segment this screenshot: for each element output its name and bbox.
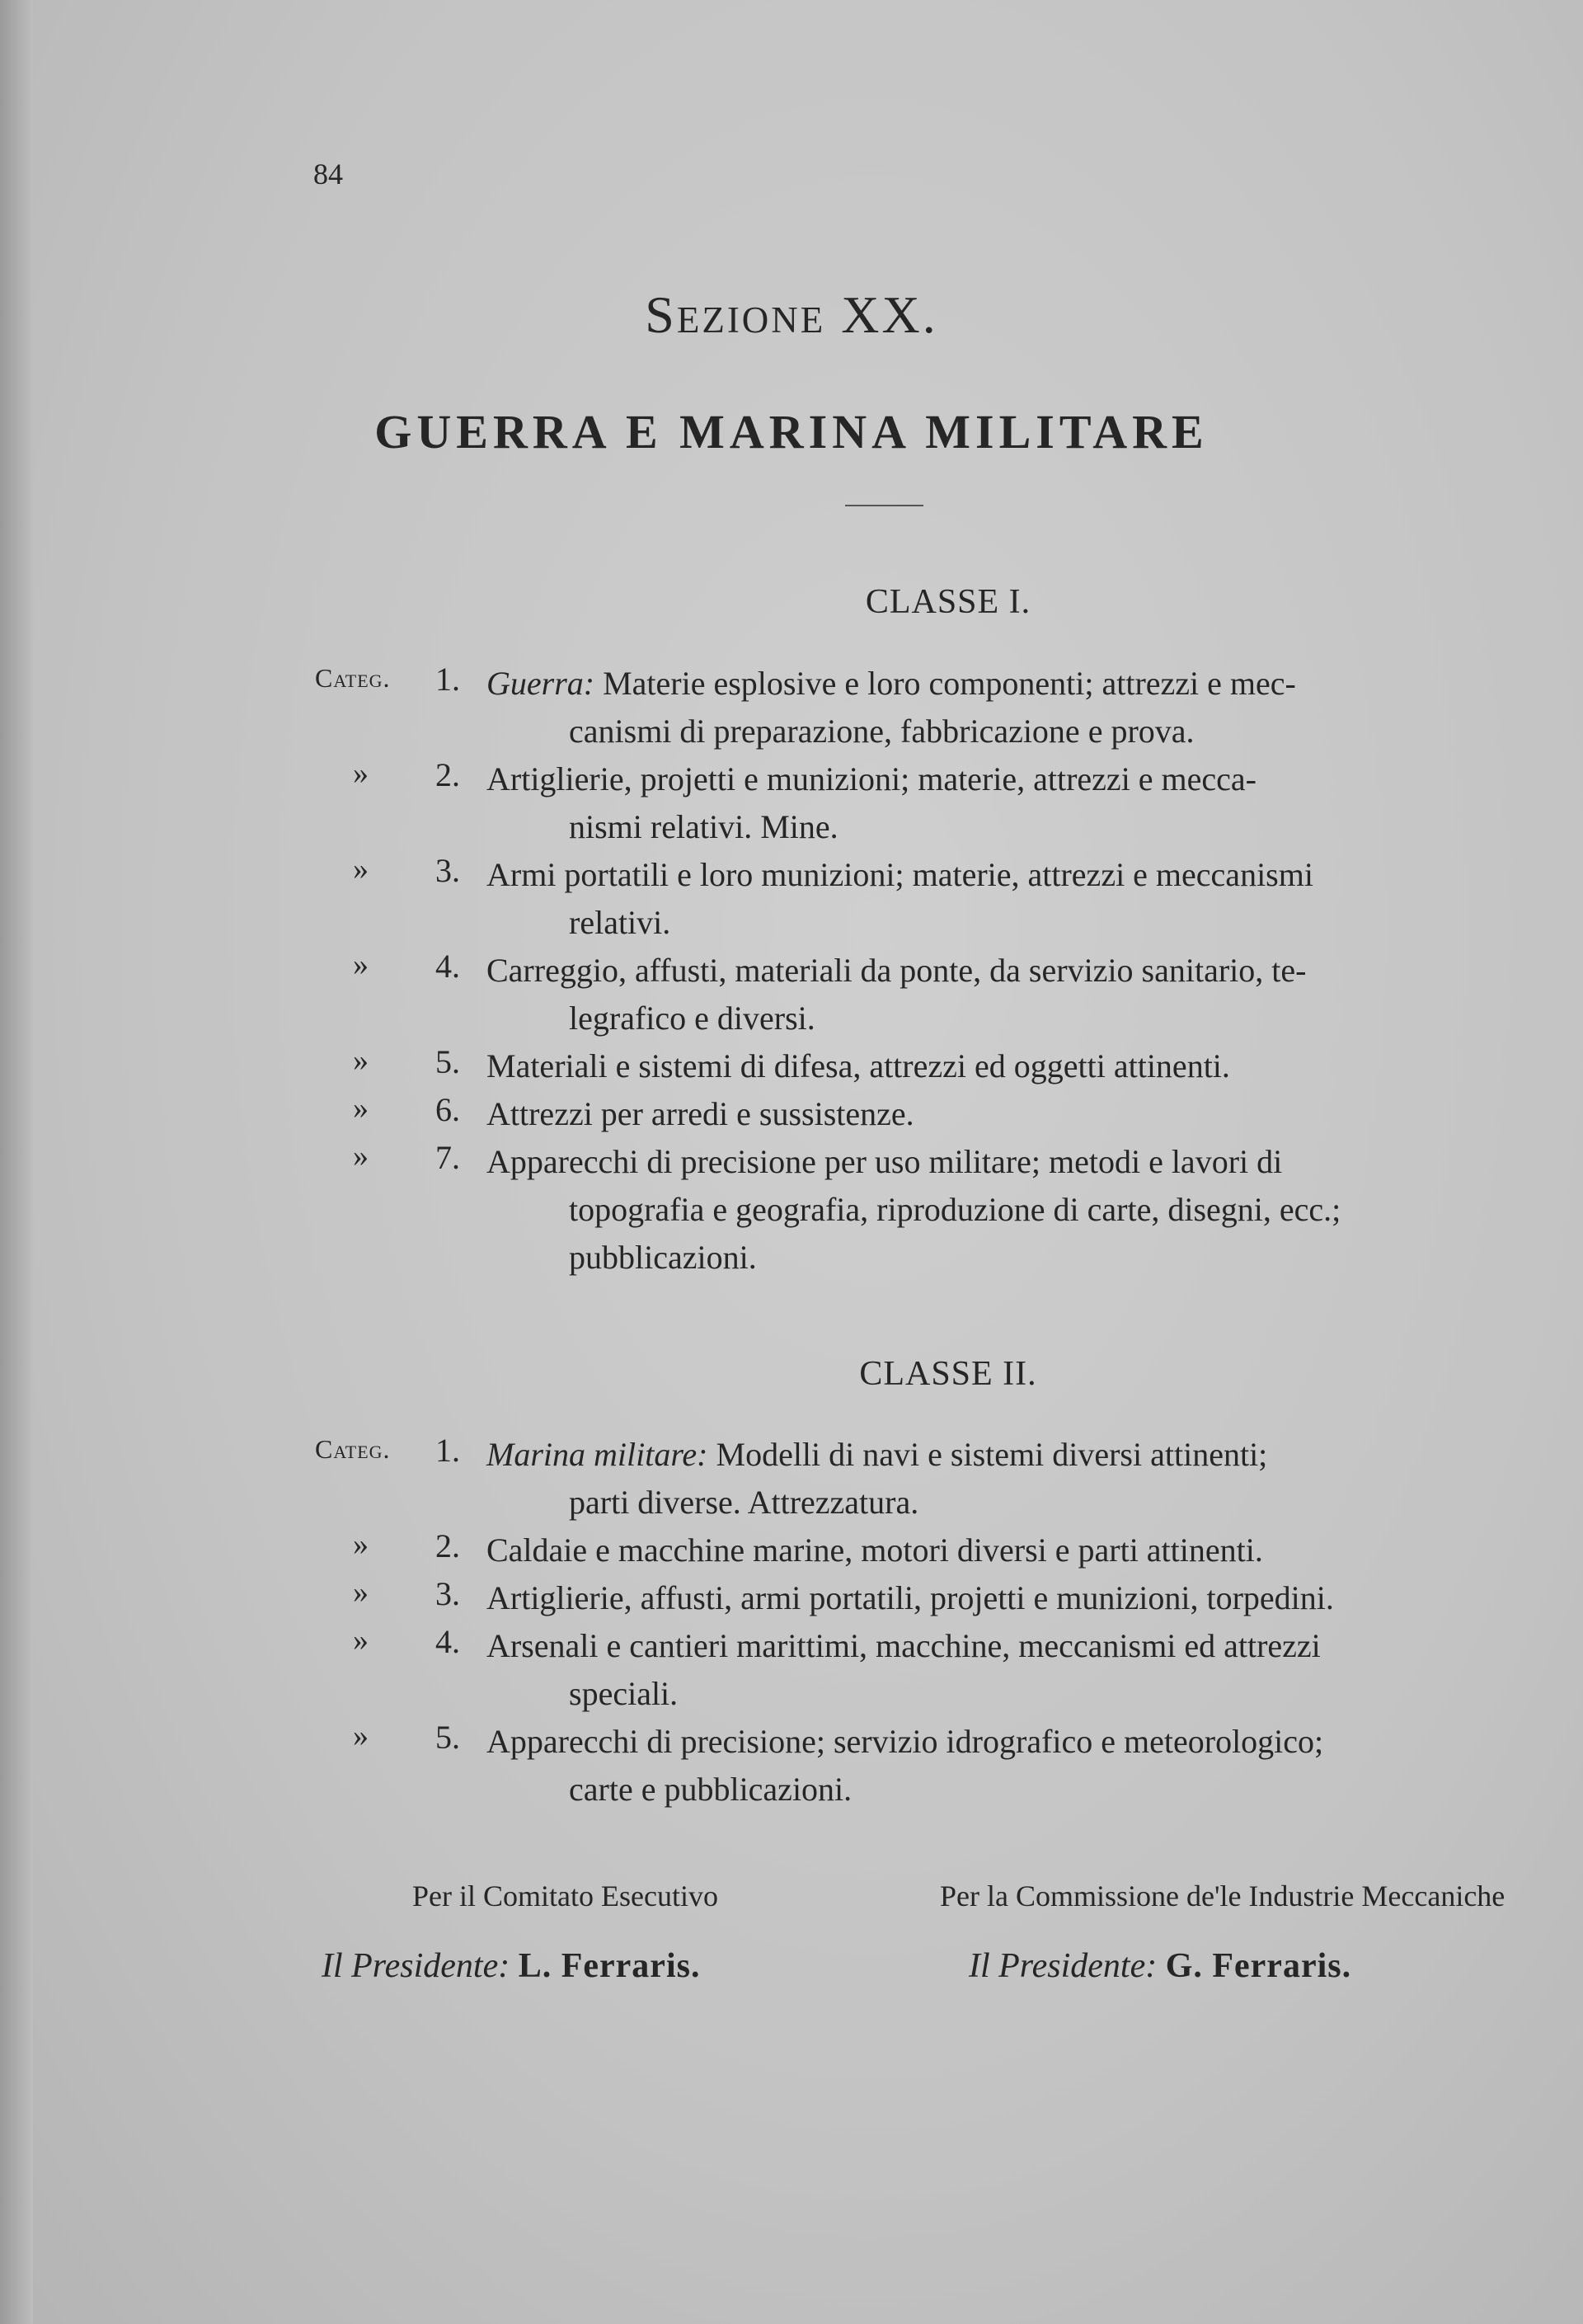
category-continuation: relativi. [569,904,671,941]
signature-right-title: Il Presidente: [969,1947,1158,1985]
category-entry [0,1431,1583,1527]
category-text [486,755,1451,851]
category-number: 3. [435,1575,460,1612]
category-entry [0,1574,1583,1622]
signature-right-caption: Per la Commissione de'le Industrie Meccaniche [940,1879,1505,1912]
category-number: 3. [435,852,460,889]
category-lead: Marina militare: [486,1436,708,1473]
ditto-mark: » [353,1139,369,1174]
ditto-mark: » [353,1043,369,1078]
category-entry [0,1622,1583,1718]
category-continuation: speciali. [569,1675,679,1712]
category-text [486,1431,1451,1527]
category-number: 4. [435,948,460,985]
categ-label: Categ. [315,663,391,693]
category-line [486,952,1306,989]
category-text [486,1718,1451,1814]
category-entry [0,1718,1583,1814]
section-title: Sezione XX. [645,285,938,344]
signature-left-name: L. Ferraris. [518,1947,701,1985]
category-line-text: Armi portatili e loro munizioni; materie, attrezzi e meccanismi [486,856,1313,893]
category-text [486,947,1451,1042]
category-continuation: canismi di preparazione, fabbricazione e prova. [569,713,1195,750]
category-line-text: Materiali e sistemi di difesa, attrezzi ed oggetti attinenti. [486,1047,1230,1084]
main-title: GUERRA E MARINA MILITARE [374,405,1209,459]
category-text [486,1622,1451,1718]
category-line [486,1579,1334,1616]
category-continuation: parti diverse. Attrezzatura. [569,1484,919,1521]
classe-1-heading: CLASSE I. [865,583,1031,621]
category-line-text: Artiglierie, affusti, armi portatili, projetti e munizioni, torpedini. [486,1579,1334,1616]
category-text [486,1527,1451,1574]
category-number: 5. [435,1043,460,1080]
title-divider [845,505,923,506]
category-line-text: Caldaie e macchine marine, motori diversi e parti attinenti. [486,1531,1263,1569]
signature-right [969,1946,1351,1986]
signature-left-caption: Per il Comitato Esecutivo [412,1879,718,1912]
category-number: 2. [435,756,460,793]
category-continuation: legrafico e diversi. [569,1000,815,1037]
ditto-mark: » [353,756,369,791]
category-entry [0,1138,1583,1282]
category-line [486,760,1257,797]
category-line-text: Materie esplosive e loro componenti; attrezzi e mec- [594,665,1296,702]
category-text [486,1138,1451,1282]
category-number: 6. [435,1091,460,1128]
category-number: 1. [435,661,460,698]
classe-2-heading: CLASSE II. [859,1355,1037,1393]
category-entry [0,1042,1583,1090]
category-line [486,1627,1321,1664]
category-line-text: Arsenali e cantieri marittimi, macchine, meccanismi ed attrezzi [486,1627,1321,1664]
category-line [486,1531,1263,1569]
ditto-mark: » [353,852,369,887]
category-line-text: Apparecchi di precisione per uso militare; metodi e lavori di [486,1143,1283,1180]
category-text [486,851,1451,947]
category-line-text: Attrezzi per arredi e sussistenze. [486,1095,914,1132]
categ-label: Categ. [315,1434,391,1464]
category-text [486,660,1451,755]
category-number: 4. [435,1623,460,1660]
classe-1-list [0,660,1583,1282]
category-line [486,1047,1230,1084]
category-line-text: Carreggio, affusti, materiali da ponte, da servizio sanitario, te- [486,952,1307,989]
ditto-mark: » [353,1623,369,1658]
category-number: 7. [435,1139,460,1176]
classe-2-list [0,1431,1583,1814]
category-number: 1. [435,1432,460,1469]
category-line-text: Artiglierie, projetti e munizioni; materie, attrezzi e mecca- [486,760,1257,797]
category-line [486,1095,914,1132]
category-continuation: nismi relativi. Mine. [569,808,838,845]
category-text [486,1042,1451,1090]
category-entry [0,851,1583,947]
ditto-mark: » [353,948,369,982]
category-entry [0,755,1583,851]
category-line [486,665,1296,702]
category-entry [0,1090,1583,1138]
category-lead: Guerra: [486,665,595,702]
category-line [486,856,1313,893]
category-number: 5. [435,1719,460,1756]
category-text [486,1090,1451,1138]
signature-left [322,1946,700,1986]
category-number: 2. [435,1527,460,1564]
page-number: 84 [313,158,343,191]
ditto-mark: » [353,1719,369,1753]
category-entry [0,660,1583,755]
category-entry [0,1527,1583,1574]
category-continuation: topografia e geografia, riproduzione di carte, disegni, ecc.; [569,1191,1341,1228]
category-text [486,1574,1451,1622]
category-continuation: pubblicazioni. [569,1239,757,1276]
category-continuation: carte e pubblicazioni. [569,1771,853,1808]
category-line-text: Modelli di navi e sistemi diversi attinenti; [707,1436,1268,1473]
signature-right-name: G. Ferraris. [1165,1947,1352,1985]
category-line [486,1436,1267,1473]
category-line [486,1143,1282,1180]
signature-left-title: Il Presidente: [322,1947,510,1985]
category-line [486,1723,1323,1760]
category-entry [0,947,1583,1042]
ditto-mark: » [353,1091,369,1126]
category-line-text: Apparecchi di precisione; servizio idrografico e meteorologico; [486,1723,1324,1760]
ditto-mark: » [353,1527,369,1562]
ditto-mark: » [353,1575,369,1610]
